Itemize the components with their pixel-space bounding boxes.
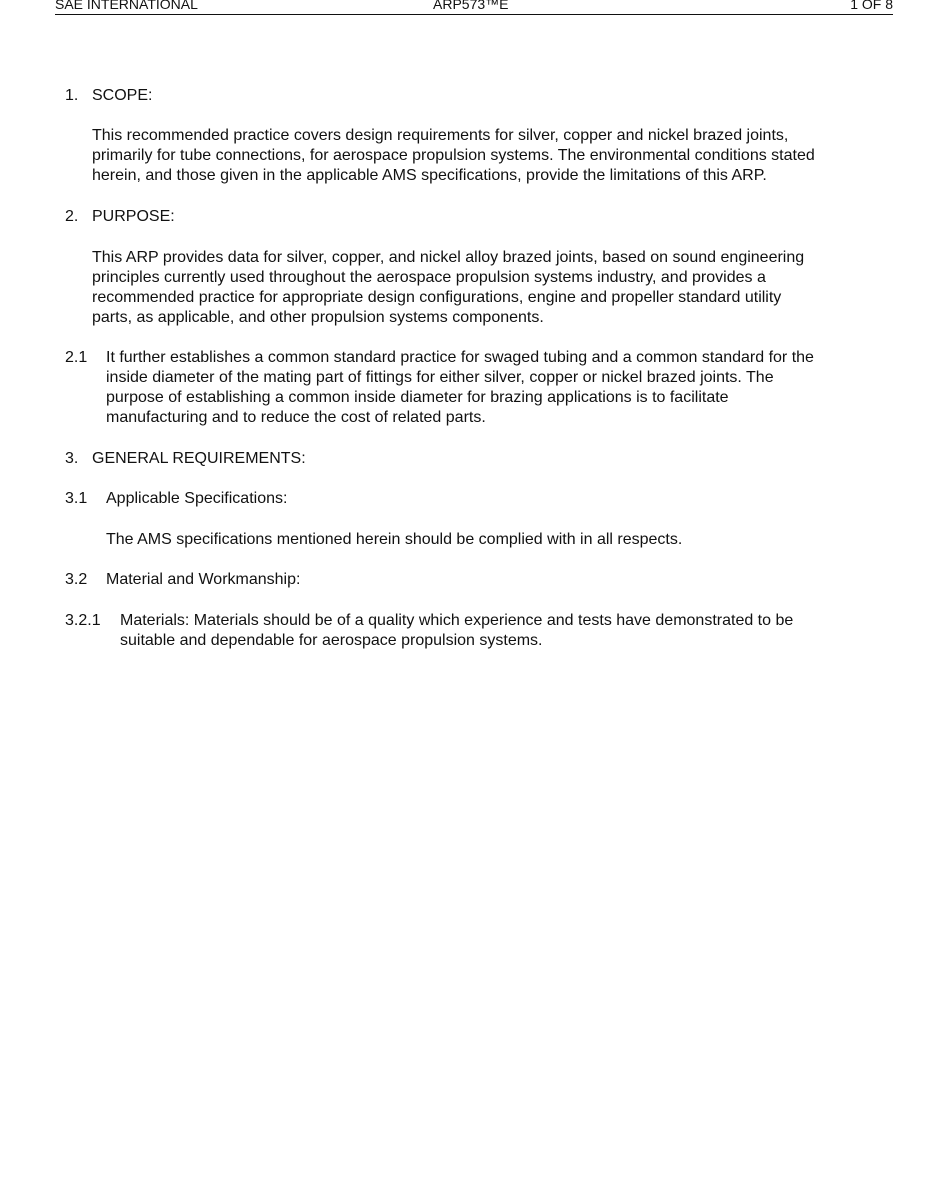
page-header — [55, 0, 893, 15]
paragraph-line: parts, as applicable, and other propulsion systems components. — [92, 309, 544, 326]
section-2-1-body — [106, 348, 814, 428]
section-purpose-body — [92, 248, 804, 328]
section-title: SCOPE: — [92, 87, 153, 104]
paragraph-line: primarily for tube connections, for aerospace propulsion systems. The environmental conditions stated — [92, 147, 815, 164]
section-number: 3.2 — [65, 571, 88, 588]
section-number: 2. — [65, 208, 79, 225]
paragraph-line: This ARP provides data for silver, copper, and nickel alloy brazed joints, based on sound engineering — [92, 249, 805, 266]
paragraph-line: manufacturing and to reduce the cost of related parts. — [106, 409, 486, 426]
paragraph-line: herein, and those given in the applicable AMS specifications, provide the limitations of this ARP. — [92, 167, 767, 184]
paragraph-line: purpose of establishing a common inside diameter for brazing applications is to facilitate — [106, 389, 729, 406]
section-title: Applicable Specifications: — [106, 490, 288, 507]
paragraph-line: recommended practice for appropriate design configurations, engine and propeller standard utility — [92, 289, 782, 306]
section-title: Material and Workmanship: — [106, 571, 301, 588]
paragraph-line: It further establishes a common standard practice for swaged tubing and a common standard for the — [106, 349, 814, 366]
section-number: 3.2.1 — [65, 612, 101, 629]
paragraph-line: principles currently used throughout the aerospace propulsion systems industry, and provides a — [92, 269, 766, 286]
section-number: 3.1 — [65, 490, 88, 507]
section-3-2-1-body — [120, 611, 793, 651]
paragraph-line: The AMS specifications mentioned herein should be complied with in all respects. — [106, 531, 683, 548]
section-number: 2.1 — [65, 349, 88, 366]
section-3-1-body — [106, 530, 682, 550]
paragraph-line: inside diameter of the mating part of fittings for either silver, copper or nickel brazed joints. The — [106, 369, 774, 386]
section-title: GENERAL REQUIREMENTS: — [92, 450, 306, 467]
header-organization: SAE INTERNATIONAL — [55, 0, 198, 12]
section-title: PURPOSE: — [92, 208, 175, 225]
paragraph-line: Materials: Materials should be of a quality which experience and tests have demonstrated to be — [120, 612, 794, 629]
header-page-number: 1 OF 8 — [850, 0, 893, 12]
header-document-id: ARP573™E — [433, 0, 509, 12]
section-number: 3. — [65, 450, 79, 467]
section-number: 1. — [65, 87, 79, 104]
paragraph-line: suitable and dependable for aerospace propulsion systems. — [120, 632, 543, 649]
paragraph-line: This recommended practice covers design requirements for silver, copper and nickel brazed joints, — [92, 127, 789, 144]
section-scope-body — [92, 126, 815, 186]
